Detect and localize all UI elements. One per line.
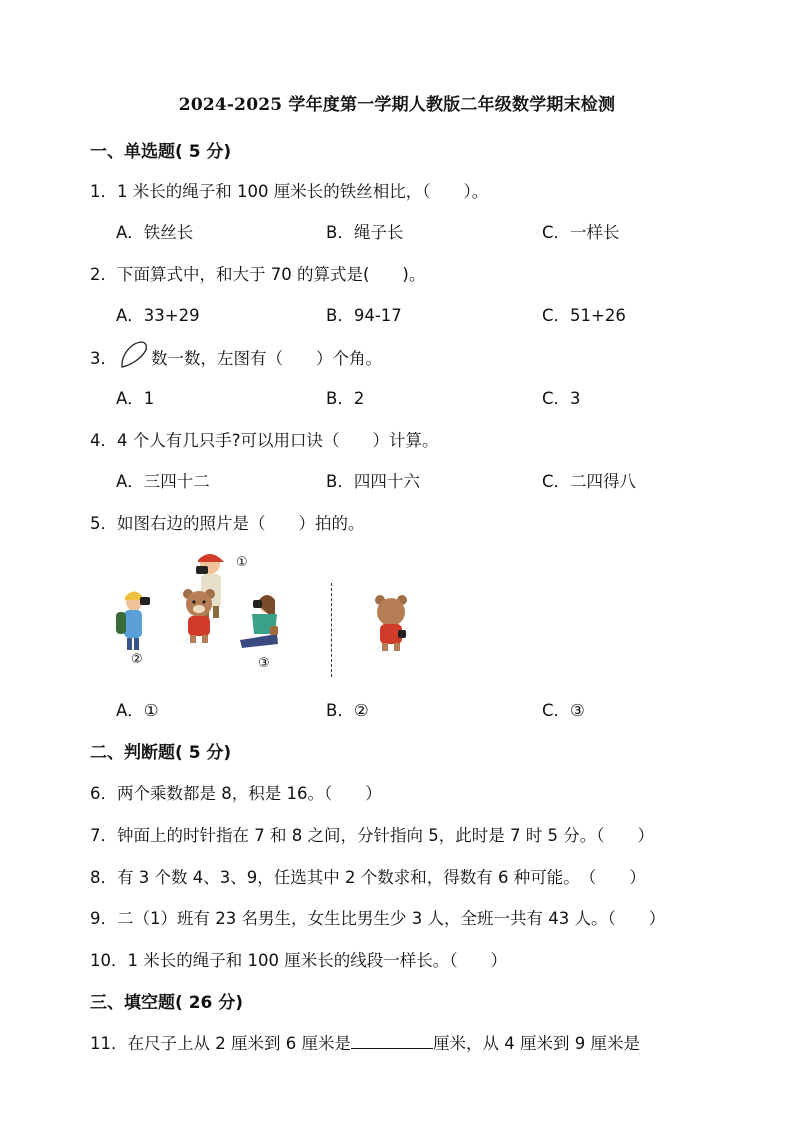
section-single-choice: 一、单选题( 5 分) <box>90 142 232 162</box>
q5-option-a: A．① <box>116 701 159 720</box>
question-4: 4．4 个人有几只手?可以用口诀（ ）计算。 <box>90 431 439 450</box>
q4-option-b: B．四四十六 <box>326 472 420 491</box>
photographer-2-figure <box>116 592 150 651</box>
label-circled-3: ③ <box>258 656 270 671</box>
bear-figure <box>183 589 215 643</box>
label-circled-2: ② <box>131 652 143 667</box>
q3-option-b: B．2 <box>326 389 365 408</box>
q3-option-c: C．3 <box>542 389 581 408</box>
question-6: 6．两个乘数都是 8，积是 16。（ ） <box>90 784 382 803</box>
q5-option-c: C．③ <box>542 701 585 720</box>
q1-option-c: C．一样长 <box>542 223 620 242</box>
q4-option-a: A．三四十二 <box>116 472 210 491</box>
q3-number: 3． <box>90 349 117 368</box>
q3-option-a: A．1 <box>116 389 155 408</box>
q2-option-b: B．94-17 <box>326 306 402 325</box>
label-circled-1: ① <box>236 555 248 570</box>
q11-part2: 厘米，从 4 厘米到 9 厘米是 <box>432 1034 640 1053</box>
page-title: 2024-2025 学年度第一学期人教版二年级数学期末检测 <box>178 95 616 115</box>
q4-option-c: C．二四得八 <box>542 472 637 491</box>
bear-back-figure <box>375 595 407 651</box>
section-true-false: 二、判断题( 5 分) <box>90 743 232 763</box>
q3-text: 数一数，左图有（ ）个角。 <box>151 349 382 368</box>
q1-option-a: A．铁丝长 <box>116 223 194 242</box>
q11-blank[interactable] <box>351 1032 433 1049</box>
q5-option-b: B．② <box>326 701 369 720</box>
section-fill-blank: 三、填空题( 26 分) <box>90 993 244 1013</box>
figure-divider <box>331 583 332 677</box>
q2-option-c: C．51+26 <box>542 306 626 325</box>
question-3 <box>90 340 382 374</box>
q5-figure <box>112 550 432 680</box>
question-10: 10．1 米长的绳子和 100 厘米长的线段一样长。（ ） <box>90 951 507 970</box>
q2-option-a: A．33+29 <box>116 306 200 325</box>
q11-part1: 11．在尺子上从 2 厘米到 6 厘米是 <box>90 1034 351 1053</box>
angle-shape-icon <box>119 340 149 374</box>
question-2: 2．下面算式中，和大于 70 的算式是( )。 <box>90 265 426 284</box>
question-11 <box>90 1030 640 1054</box>
question-9: 9．二（1）班有 23 名男生，女生比男生少 3 人，全班一共有 43 人。（ ） <box>90 909 666 928</box>
question-1: 1．1 米长的绳子和 100 厘米长的铁丝相比，（ ）。 <box>90 182 489 201</box>
photographers-illustration <box>112 550 432 680</box>
question-8: 8．有 3 个数 4、3、9，任选其中 2 个数求和，得数有 6 种可能。 （ ） <box>90 868 646 887</box>
question-5: 5．如图右边的照片是（ ）拍的。 <box>90 514 365 533</box>
question-7: 7．钟面上的时针指在 7 和 8 之间，分针指向 5，此时是 7 时 5 分。（ ） <box>90 826 654 845</box>
q1-option-b: B．绳子长 <box>326 223 404 242</box>
photographer-3-figure <box>240 595 278 648</box>
